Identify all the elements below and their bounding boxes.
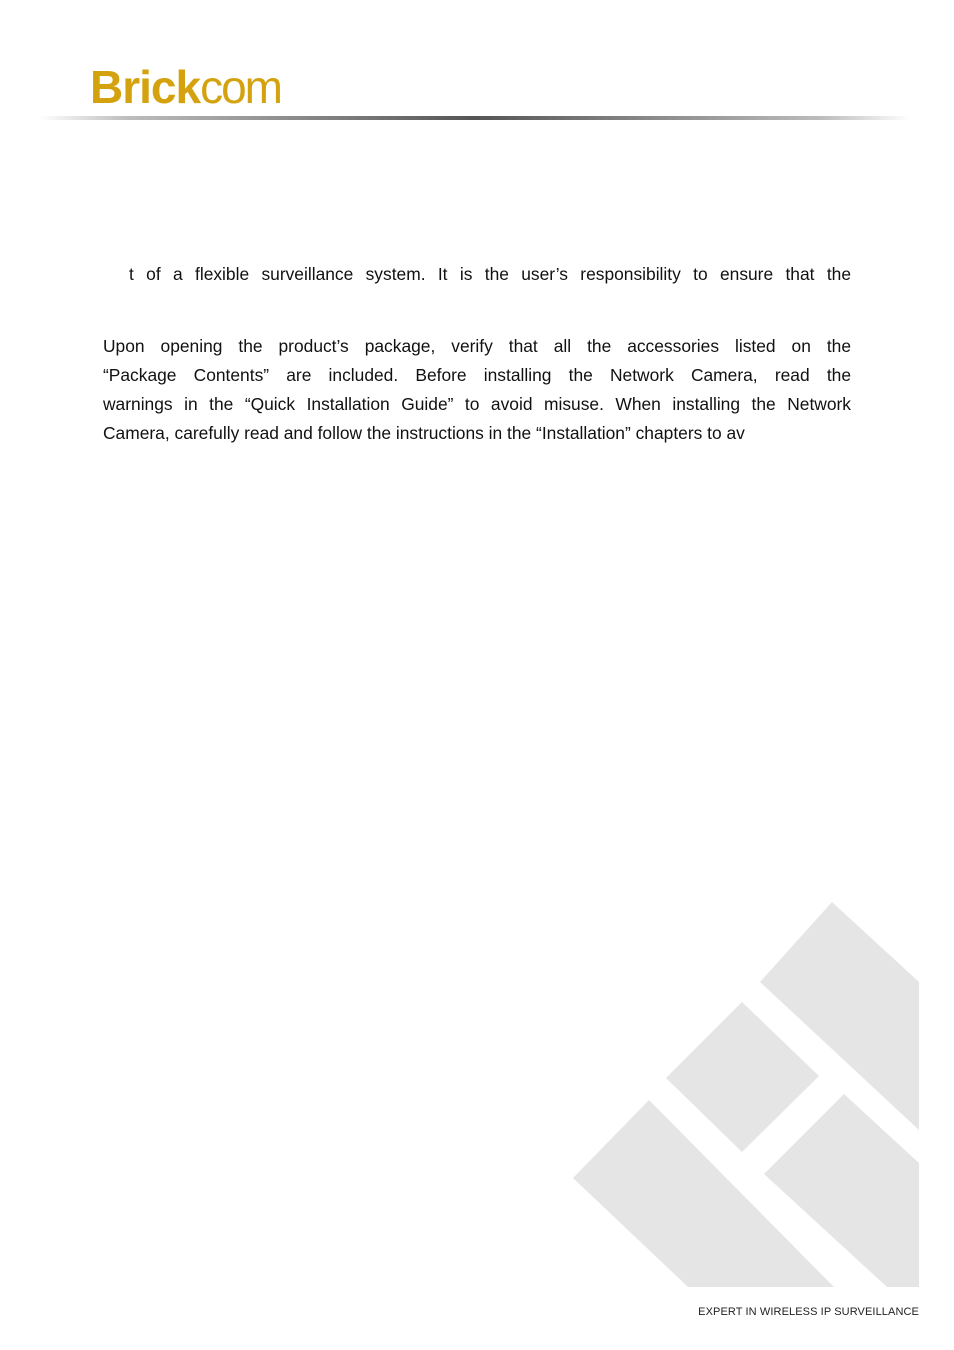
footer-tagline: EXPERT IN WIRELESS IP SURVEILLANCE — [698, 1306, 919, 1318]
logo-brick-text: Brick — [90, 61, 201, 113]
header-divider — [40, 116, 910, 120]
package-paragraph — [103, 332, 851, 448]
text-fragment-line: t of a flexible surveillance system. It is the user’s responsibility to ensure that the — [129, 264, 851, 284]
brickcom-watermark-graphic — [540, 880, 930, 1300]
paragraph-line-2: “Package Contents” are included. Before installing the Network Camera, read the — [103, 365, 851, 385]
paragraph-line-1: Upon opening the product’s package, verify that all the accessories listed on the — [103, 336, 851, 356]
brickcom-logo — [90, 58, 281, 113]
watermark-brick-mid — [666, 1002, 819, 1152]
logo-com-text: com — [200, 61, 281, 113]
paragraph-line-4: Camera, carefully read and follow the instructions in the “Installation” chapters to av — [103, 423, 745, 443]
paragraph-line-3: warnings in the “Quick Installation Guide” to avoid misuse. When installing the Network — [103, 394, 851, 414]
